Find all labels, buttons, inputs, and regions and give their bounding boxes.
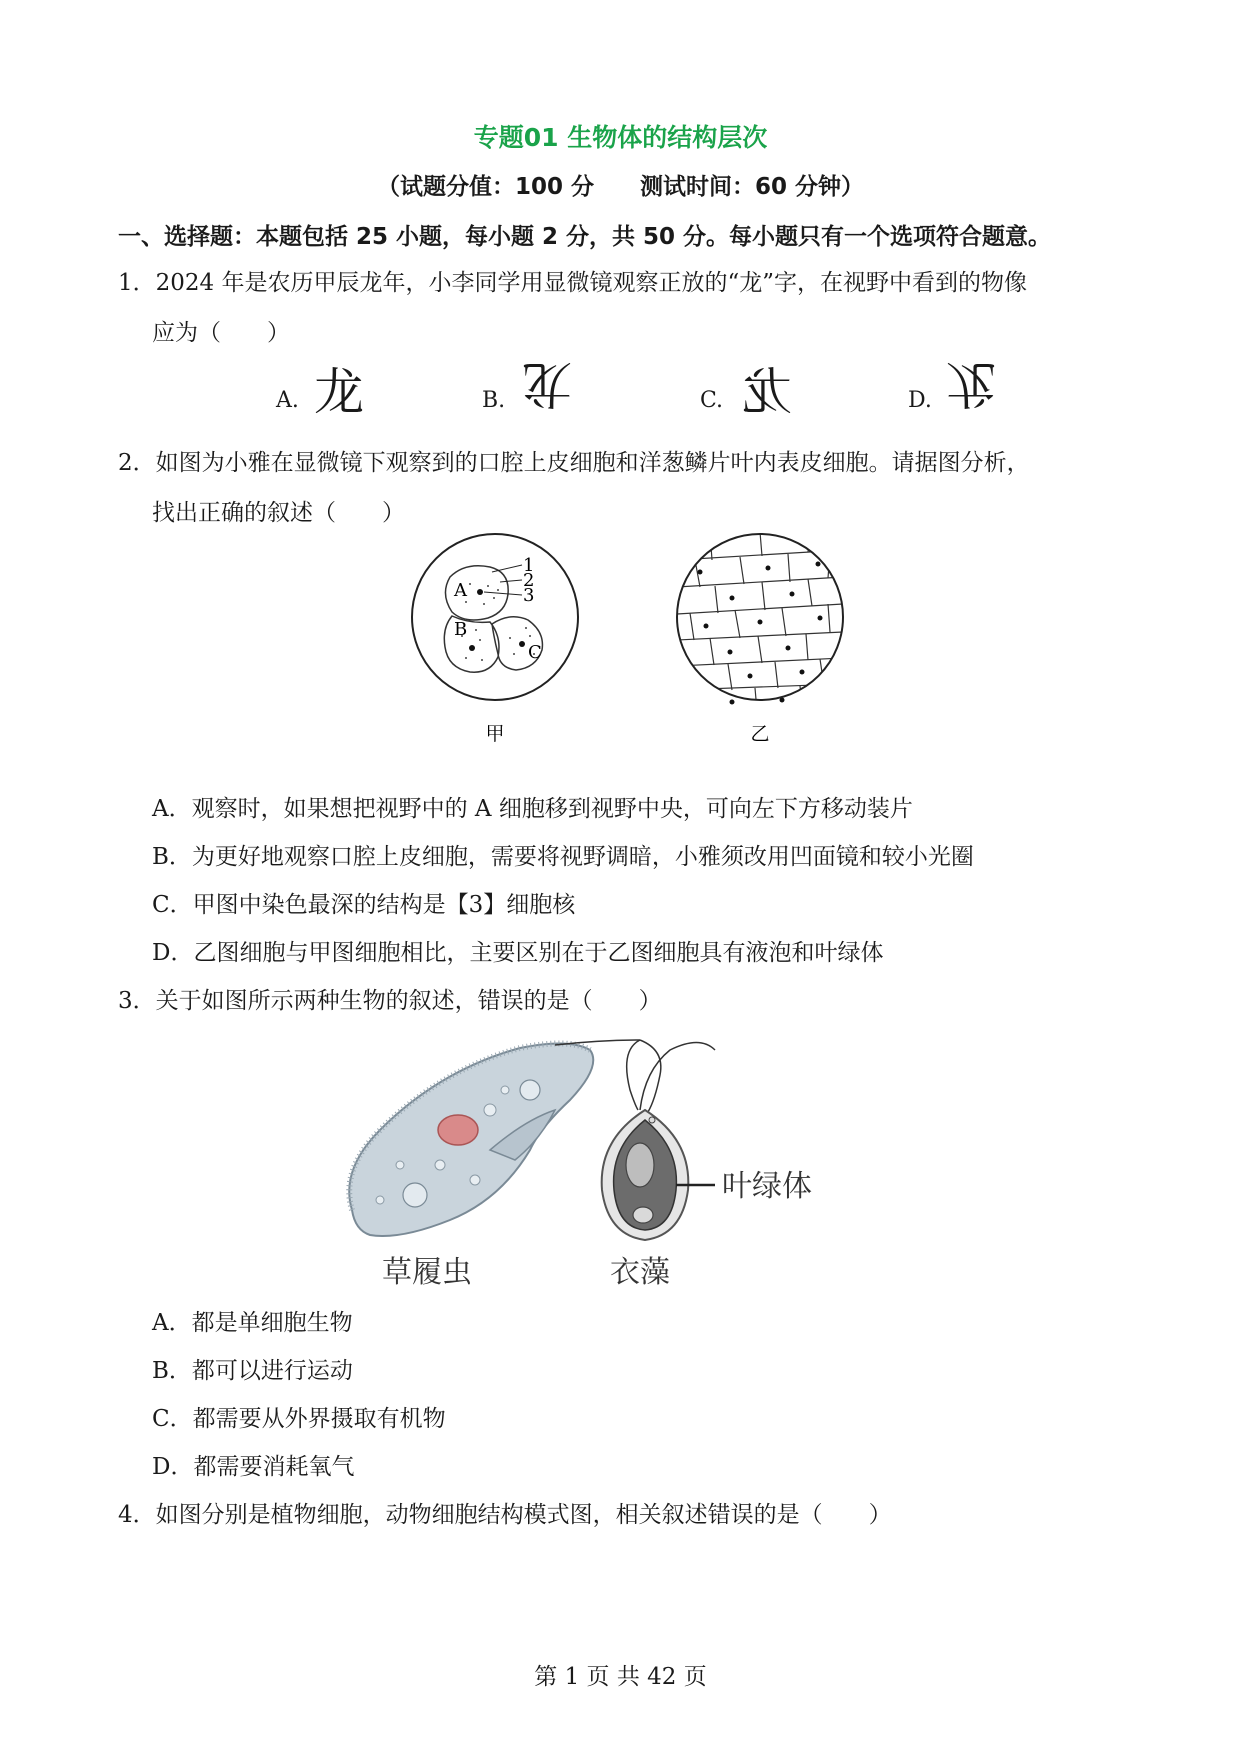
cell-b-outline	[444, 616, 499, 672]
q3-stem: 3．关于如图所示两种生物的叙述，错误的是（ ）	[118, 988, 662, 1014]
q4-stem: 4．如图分别是植物细胞，动物细胞结构模式图，相关叙述错误的是（ ）	[118, 1502, 892, 1528]
option-letter: D.	[908, 388, 932, 413]
document-title: 专题01 生物体的结构层次	[473, 123, 768, 152]
label-a: A	[454, 580, 467, 601]
figure-jia	[412, 534, 578, 700]
label-paramecium: 草履虫	[382, 1255, 472, 1290]
contractile-vacuole	[520, 1080, 540, 1100]
q2-option-d: D．乙图细胞与甲图细胞相比，主要区别在于乙图细胞具有液泡和叶绿体	[152, 940, 884, 966]
section-heading: 一、选择题：本题包括 25 小题，每小题 2 分，共 50 分。每小题只有一个选项符合题意。	[118, 224, 1052, 250]
label-euglena: 衣藻	[610, 1255, 670, 1290]
q1-option-d	[908, 388, 932, 413]
q1-glyph-a: 龙	[314, 363, 364, 421]
label-c: C	[528, 642, 542, 663]
flagellum-left	[627, 1040, 640, 1110]
q1-glyph-d: 龙	[946, 355, 996, 413]
q2-stem-line2: 找出正确的叙述（ ）	[152, 500, 405, 526]
q3-option-d: D．都需要消耗氧气	[152, 1454, 355, 1480]
q3-option-a: A．都是单细胞生物	[152, 1310, 353, 1336]
pyrenoid	[633, 1207, 653, 1223]
q2-option-b: B．为更好地观察口腔上皮细胞，需要将视野调暗，小雅须改用凹面镜和较小光圈	[152, 844, 974, 870]
figure-yi	[677, 532, 843, 722]
eyespot	[649, 1117, 655, 1123]
label-1: 1	[523, 555, 535, 576]
q3-figure	[340, 1030, 920, 1290]
exam-info: （试题分值：100 分 测试时间：60 分钟）	[376, 174, 865, 200]
onion-cell-grid	[677, 532, 843, 722]
q1-glyph-b: 龙	[522, 355, 572, 413]
microscope-field-circle	[412, 534, 578, 700]
q3-option-b: B．都可以进行运动	[152, 1358, 353, 1384]
q2-option-c: C．甲图中染色最深的结构是【3】细胞核	[152, 892, 576, 918]
q3-option-c: C．都需要从外界摄取有机物	[152, 1406, 446, 1432]
label-2: 2	[523, 570, 535, 591]
q1-option-a	[276, 388, 299, 413]
label-b: B	[454, 619, 468, 640]
label-jia: 甲	[485, 723, 505, 745]
q1-glyph-c: 龙	[742, 363, 792, 421]
cell-b-nucleus	[469, 645, 475, 651]
q2-figure	[410, 532, 870, 752]
q2-stem-line1: 2．如图为小雅在显微镜下观察到的口腔上皮细胞和洋葱鳞片叶内表皮细胞。请据图分析，	[118, 450, 1030, 476]
label-3: 3	[523, 585, 535, 606]
option-letter: B.	[482, 388, 506, 413]
label-chloroplast: 叶绿体	[722, 1169, 812, 1204]
q1-option-b	[482, 388, 505, 413]
paramecium-illustration	[349, 1043, 593, 1236]
cell-a-nucleus	[477, 589, 483, 595]
onion-nuclei	[698, 562, 823, 705]
nucleus	[626, 1143, 654, 1187]
flagellum-right	[640, 1043, 715, 1111]
cell-c-nucleus	[519, 641, 525, 647]
option-letter: A.	[276, 388, 299, 413]
contractile-vacuole	[403, 1183, 427, 1207]
label-yi: 乙	[750, 723, 770, 745]
option-letter: C.	[700, 388, 724, 413]
q1-stem-line1: 1．2024 年是农历甲辰龙年，小李同学用显微镜观察正放的“龙”字，在视野中看到的物像	[118, 270, 1027, 296]
page-footer: 第 1 页 共 42 页	[534, 1664, 707, 1690]
macronucleus	[438, 1115, 478, 1145]
q2-option-a: A．观察时，如果想把视野中的 A 细胞移到视野中央，可向左下方移动装片	[152, 796, 913, 822]
q1-stem-line2: 应为（ ）	[152, 320, 290, 346]
flagellum-right	[640, 1040, 661, 1112]
q1-option-c	[700, 388, 723, 413]
